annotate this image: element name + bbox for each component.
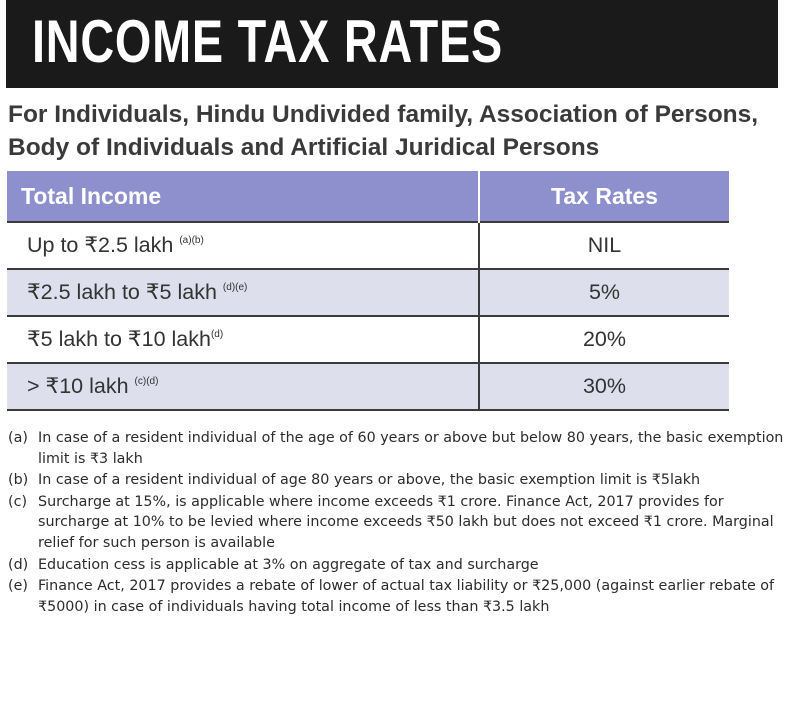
column-header-total-income: Total Income bbox=[7, 171, 479, 222]
footnote-ref: (d)(e) bbox=[222, 282, 248, 293]
footnote-text: In case of a resident individual of age 80 years or above, the basic exemption limit is ₹5lakh bbox=[38, 472, 701, 489]
income-slab-label: > ₹10 lakh bbox=[27, 374, 129, 398]
table-row bbox=[7, 222, 729, 269]
footnote-item bbox=[8, 470, 793, 491]
table-row bbox=[7, 363, 729, 410]
footnote-text: In case of a resident individual of the age of 60 years or above but below 80 years, the basic exemption limit is ₹3 lakh bbox=[38, 430, 784, 467]
page-title: INCOME TAX RATES bbox=[32, 8, 503, 75]
footnote-ref: (c)(d) bbox=[134, 376, 159, 387]
footnote-text: Finance Act, 2017 provides a rebate of lower of actual tax liability or ₹25,000 (against earlier rebate of ₹5000) in case of individuals having total income of less than ₹3.5 lakh bbox=[38, 578, 775, 615]
income-slab-cell bbox=[7, 316, 479, 363]
income-slab-label: Up to ₹2.5 lakh bbox=[27, 233, 174, 257]
footnote-key: (d) bbox=[8, 556, 29, 573]
footnote-key: (e) bbox=[8, 578, 28, 595]
footnotes bbox=[8, 428, 793, 618]
income-slab-label: ₹2.5 lakh to ₹5 lakh bbox=[27, 280, 217, 304]
tax-rate-table bbox=[7, 171, 729, 411]
footnote-key: (a) bbox=[8, 430, 28, 446]
income-slab-cell bbox=[7, 269, 479, 316]
table-row bbox=[7, 269, 729, 316]
table-row bbox=[7, 316, 729, 363]
footnote-item bbox=[8, 576, 793, 617]
column-header-tax-rates: Tax Rates bbox=[479, 171, 729, 222]
footnote-text: Education cess is applicable at 3% on aggregate of tax and surcharge bbox=[38, 556, 539, 573]
footnote-ref: (a)(b) bbox=[179, 235, 204, 246]
footnote-text: Surcharge at 15%, is applicable where income exceeds ₹1 crore. Finance Act, 2017 provides for surcharge at 10% to be levied where income exceeds ₹50 lakh but does not exceed ₹1 crore. Marginal relief for such person is available bbox=[38, 493, 774, 551]
income-slab-cell bbox=[7, 363, 479, 410]
footnote-item bbox=[8, 428, 793, 469]
income-slab-label: ₹5 lakh to ₹10 lakh bbox=[27, 327, 211, 351]
footnote-item bbox=[8, 492, 793, 554]
tax-rate-cell: NIL bbox=[479, 222, 729, 269]
footnote-ref: (d) bbox=[210, 329, 224, 340]
footnote-key: (b) bbox=[8, 472, 29, 489]
tax-rate-cell: 20% bbox=[479, 316, 729, 363]
table-header-row bbox=[7, 171, 729, 222]
title-banner bbox=[6, 0, 778, 88]
footnote-key: (c) bbox=[8, 493, 28, 510]
page-subtitle: For Individuals, Hindu Undivided family, Association of Persons, Body of Individuals and Artificial Juridical Persons bbox=[8, 101, 759, 161]
tax-rate-cell: 30% bbox=[479, 363, 729, 410]
footnote-item bbox=[8, 555, 793, 576]
tax-rate-cell: 5% bbox=[479, 269, 729, 316]
income-slab-cell bbox=[7, 222, 479, 269]
